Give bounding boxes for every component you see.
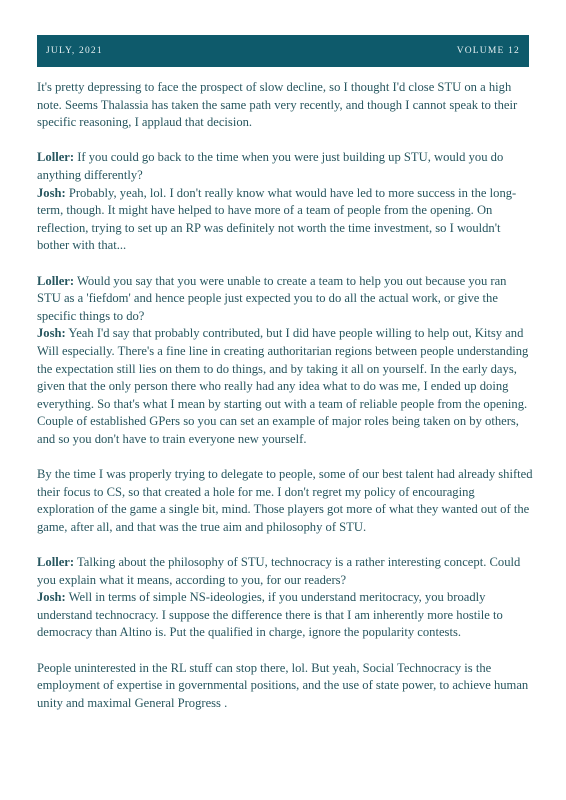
answer-text: Probably, yeah, lol. I don't really know what would have led to more success in the long-term, though. It might have helped to have more of a team of people from the opening. On reflection, trying to set up an RP was definitely not worth the time investment, so I wouldn't bother with that...	[37, 185, 517, 253]
speaker-loller: Loller:	[37, 555, 75, 570]
question-text: Would you say that you were unable to create a team to help you out because you ran STU as a 'fiefdom' and hence people just expected you to do all the actual work, or give the specific things to do?	[37, 273, 507, 323]
speaker-josh: Josh:	[37, 185, 66, 200]
paragraph-intro: It's pretty depressing to face the prospect of slow decline, so I thought I'd close STU on a high note. Seems Thalassia has taken the same path very recently, and though I cannot speak to their specific reasoning, I applaud that decision.	[37, 80, 518, 130]
issue-date: JULY, 2021	[46, 46, 103, 56]
paragraph-closing: People uninterested in the RL stuff can stop there, lol. But yeah, Social Technocracy is the employment of expertise in governmental positions, and the use of state power, to achieve human unity and maximal General Progress .	[37, 660, 529, 710]
question-text: Talking about the philosophy of STU, technocracy is a rather interesting concept. Could you explain what it means, according to you, for our readers?	[37, 555, 521, 587]
answer-text: Well in terms of simple NS-ideologies, if you understand meritocracy, you broadly understand technocracy. I suppose the difference there is that I am inherently more hostile to democracy than Altino is. Put the qualified in charge, ignore the popularity contests.	[37, 590, 503, 640]
qa-block-2	[37, 273, 533, 449]
issue-volume: VOLUME 12	[456, 46, 520, 56]
speaker-loller: Loller:	[37, 273, 75, 288]
question-text: If you could go back to the time when you were just building up STU, would you do anything differently?	[37, 150, 504, 182]
speaker-josh: Josh:	[37, 590, 66, 605]
speaker-josh: Josh:	[37, 326, 66, 341]
newsletter-header	[37, 35, 529, 67]
answer-text: Yeah I'd say that probably contributed, but I did have people willing to help out, Kitsy and Will especially. There's a fine line in creating authoritarian regions between people understanding the expectation still lies on them to do things, and by taking it all on yourself. In the early days, given that the only person there who really had any idea what to do was me, I ended up doing everything. So that's what I mean by starting out with a team of reliable people from the opening. Couple of established GPers so you can set an example of major roles being taken on by others, and so you don't have to train everyone new yourself.	[37, 326, 529, 446]
article-body	[37, 79, 533, 730]
speaker-loller: Loller:	[37, 150, 75, 165]
qa-block-3	[37, 554, 533, 642]
qa-block-1	[37, 149, 533, 255]
paragraph-delegation: By the time I was properly trying to delegate to people, some of our best talent had already shifted their focus to CS, so that created a hole for me. I don't regret my policy of encouraging exploration of the game a single bit, mind. Those players got more of what they wanted out of the game, after all, and that was the true aim and philosophy of STU.	[37, 467, 533, 534]
